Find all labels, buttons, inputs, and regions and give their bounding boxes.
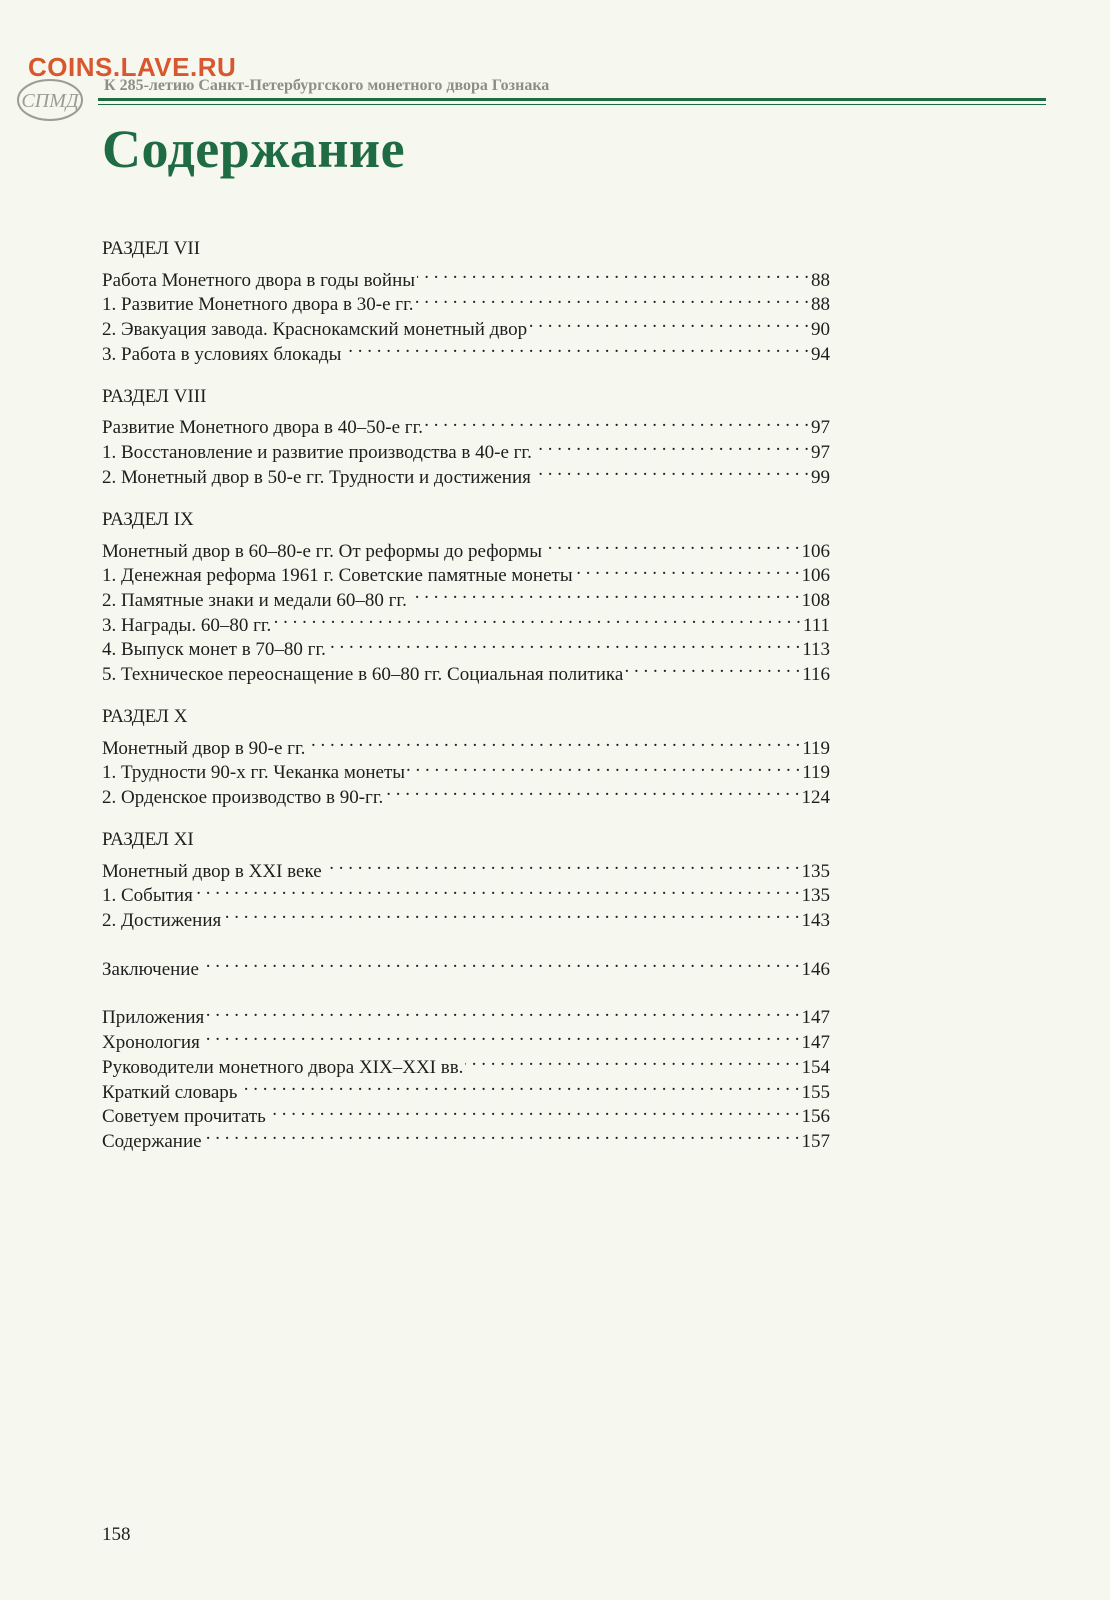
entry-label: 2. Монетный двор в 50-е гг. Трудности и достижения bbox=[102, 466, 531, 488]
toc-conclusion bbox=[102, 950, 830, 980]
entry-page: 90 bbox=[811, 319, 830, 341]
dot-leader bbox=[533, 458, 809, 483]
entry-label: Заключение bbox=[102, 958, 199, 980]
entry-page: 155 bbox=[801, 1081, 830, 1103]
toc-entry bbox=[102, 532, 830, 562]
header-rule-thick bbox=[98, 98, 1046, 101]
entry-label: 5. Техническое переоснащение в 60–80 гг. Социальная политика bbox=[102, 663, 624, 685]
header-rule-thin bbox=[98, 104, 1046, 105]
toc-entry bbox=[102, 261, 830, 291]
toc-section bbox=[102, 236, 830, 365]
dot-leader bbox=[328, 631, 800, 656]
entry-label: 2. Эвакуация завода. Краснокамский монетный двор bbox=[102, 319, 528, 341]
entry-label: 2. Орденское производство в 90-гг. bbox=[102, 787, 384, 808]
entry-label: Монетный двор в 90-е гг. bbox=[102, 737, 306, 759]
toc-entry bbox=[102, 1023, 830, 1054]
entry-label: 1. Развитие Монетного двора в 30-е гг. bbox=[102, 294, 414, 316]
table-of-contents bbox=[102, 236, 830, 1171]
entry-page: 97 bbox=[811, 417, 830, 439]
dot-leader bbox=[204, 1122, 800, 1147]
dot-leader bbox=[465, 1048, 799, 1073]
entry-page: 156 bbox=[801, 1106, 830, 1128]
toc-entry bbox=[102, 729, 830, 759]
entry-label: 3. Награды. 60–80 гг. bbox=[102, 614, 272, 636]
entry-label: 4. Выпуск монет в 70–80 гг. bbox=[102, 639, 326, 661]
dot-leader bbox=[307, 729, 800, 754]
entry-page: 135 bbox=[801, 860, 830, 882]
entry-page: 157 bbox=[801, 1130, 830, 1152]
section-heading: РАЗДЕЛ VIII bbox=[102, 385, 207, 407]
entry-page: 147 bbox=[801, 1007, 830, 1029]
dot-leader bbox=[575, 557, 800, 582]
toc-appendix bbox=[102, 999, 830, 1152]
entry-page: 147 bbox=[801, 1032, 830, 1054]
entry-label: Развитие Монетного двора в 40–50-е гг. bbox=[102, 417, 423, 439]
toc-entry bbox=[102, 901, 830, 932]
dot-leader bbox=[544, 532, 799, 557]
entry-page: 97 bbox=[811, 442, 830, 464]
entry-page: 113 bbox=[802, 639, 830, 661]
entry-page: 108 bbox=[801, 589, 830, 611]
toc-entry bbox=[102, 950, 830, 980]
dot-leader bbox=[415, 286, 809, 311]
section-heading: РАЗДЕЛ VII bbox=[102, 238, 201, 259]
dot-leader bbox=[206, 999, 799, 1024]
dot-leader bbox=[202, 1023, 800, 1048]
toc-entry bbox=[102, 877, 830, 907]
dot-leader bbox=[625, 655, 800, 680]
entry-label: 1. События bbox=[102, 885, 193, 907]
dot-leader bbox=[343, 335, 809, 360]
toc-section bbox=[102, 827, 830, 932]
entry-page: 106 bbox=[801, 540, 830, 562]
section-heading: РАЗДЕЛ IX bbox=[102, 508, 194, 530]
entry-label: Советуем прочитать bbox=[102, 1106, 266, 1128]
mint-logo-icon bbox=[14, 76, 94, 124]
dot-leader bbox=[385, 778, 799, 803]
entry-page: 88 bbox=[811, 294, 830, 316]
entry-page: 106 bbox=[801, 565, 830, 587]
dot-leader bbox=[223, 901, 799, 926]
dot-leader bbox=[268, 1098, 800, 1123]
entry-label: 3. Работа в условиях блокады bbox=[102, 343, 342, 365]
entry-page: 88 bbox=[811, 269, 830, 291]
toc-section bbox=[102, 704, 830, 808]
dot-leader bbox=[425, 409, 809, 434]
dot-leader bbox=[407, 754, 800, 779]
dot-leader bbox=[324, 852, 800, 877]
page-number: 158 bbox=[102, 1524, 131, 1545]
entry-label: Работа Монетного двора в годы войны bbox=[102, 269, 416, 291]
entry-label: Руководители монетного двора XIX–XXI вв. bbox=[102, 1056, 464, 1078]
entry-label: Хронология bbox=[102, 1032, 200, 1054]
entry-page: 146 bbox=[801, 958, 830, 980]
toc-entry bbox=[102, 852, 830, 882]
entry-page: 124 bbox=[801, 787, 830, 808]
entry-label: Приложения bbox=[102, 1007, 205, 1029]
toc-entry bbox=[102, 999, 830, 1029]
entry-page: 119 bbox=[802, 737, 830, 759]
dot-leader bbox=[195, 877, 800, 902]
running-head: К 285-летию Санкт-Петербургского монетного двора Гознака bbox=[104, 77, 550, 94]
toc-section bbox=[102, 384, 830, 488]
entry-page: 94 bbox=[811, 343, 830, 365]
svg-text:СПМД: СПМД bbox=[21, 90, 79, 112]
watermark: COINS.LAVE.RU bbox=[28, 52, 237, 82]
entry-label: Содержание bbox=[102, 1130, 202, 1152]
entry-label: Краткий словарь bbox=[102, 1081, 238, 1103]
dot-leader bbox=[239, 1073, 799, 1098]
entry-label: 2. Памятные знаки и медали 60–80 гг. bbox=[102, 589, 407, 611]
entry-page: 116 bbox=[802, 663, 830, 685]
page-title: Содержание bbox=[102, 119, 406, 179]
entry-label: 1. Трудности 90-х гг. Чеканка монеты bbox=[102, 762, 406, 784]
toc-entry bbox=[102, 1048, 830, 1078]
dot-leader bbox=[534, 433, 809, 458]
entry-page: 111 bbox=[802, 614, 830, 636]
toc-entry bbox=[102, 409, 830, 439]
entry-label: Монетный двор в XXI веке bbox=[102, 860, 322, 882]
entry-label: Монетный двор в 60–80-е гг. От реформы до реформы bbox=[102, 540, 543, 562]
dot-leader bbox=[417, 261, 809, 286]
entry-page: 143 bbox=[801, 910, 830, 932]
dot-leader bbox=[529, 310, 809, 335]
entry-label: 1. Восстановление и развитие производства в 40-е гг. bbox=[102, 442, 532, 464]
entry-page: 135 bbox=[801, 885, 830, 907]
toc-section bbox=[102, 507, 830, 685]
toc-entry bbox=[102, 1122, 830, 1152]
dot-leader bbox=[201, 950, 800, 975]
entry-page: 99 bbox=[811, 466, 830, 488]
dot-leader bbox=[273, 606, 801, 631]
entry-page: 154 bbox=[801, 1056, 830, 1078]
entry-label: 2. Достижения bbox=[102, 910, 222, 932]
section-heading: РАЗДЕЛ XI bbox=[102, 829, 194, 850]
dot-leader bbox=[409, 581, 800, 606]
section-heading: РАЗДЕЛ X bbox=[102, 705, 188, 727]
entry-label: 1. Денежная реформа 1961 г. Советские памятные монеты bbox=[102, 565, 573, 587]
entry-page: 119 bbox=[802, 762, 830, 784]
